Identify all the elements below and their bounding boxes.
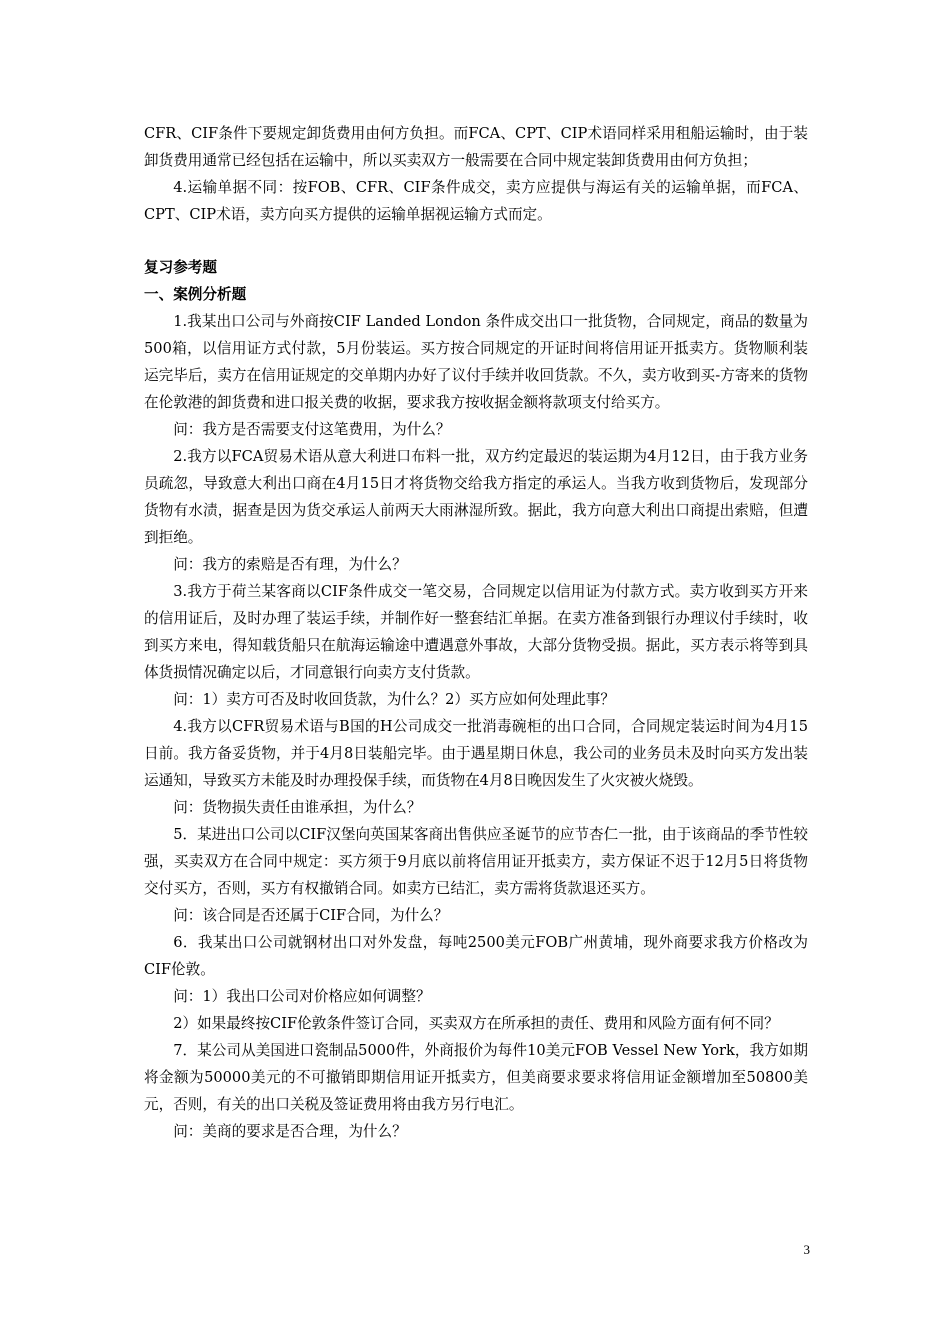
case-6-question: 问：1）我出口公司对价格应如何调整？ — [173, 988, 431, 1005]
case-2-question: 问：我方的索赔是否有理，为什么？ — [173, 556, 407, 573]
review-title: 复习参考题 — [144, 259, 217, 276]
case-3-text: 3.我方于荷兰某客商以CIF条件成交一笔交易，合同规定以信用证为付款方式。卖方收到买方开来的信用证后，及时办理了装运手续，并制作好一整套结汇单据。在卖方准备到银行办理议付手续时，收到买方来电，得知载货船只在航海运输途中遭遇意外事故，大部分货物受损。据此，买方表示将等到具体货损情况确定以后，才同意银行向卖方支付货款。 — [144, 583, 808, 681]
case-4-text: 4.我方以CFR贸易术语与B国的H公司成交一批消毒碗柜的出口合同，合同规定装运时间为4月15日前。我方备妥货物，并于4月8日装船完毕。由于遇星期日休息，我公司的业务员未及时向买方发出装运通知，导致买方未能及时办理投保手续，而货物在4月8日晚因发生了火灾被火烧毁。 — [144, 718, 808, 789]
intro-paragraph-continued: CFR、CIF条件下要规定卸货费用由何方负担。而FCA、CPT、CIP术语同样采用租船运输时，由于装卸货费用通常已经包括在运输中，所以买卖双方一般需要在合同中规定装卸货费用由何方负担； — [144, 125, 808, 169]
page-number: 3 — [803, 1242, 810, 1257]
case-5-question: 问：该合同是否还属于CIF合同，为什么？ — [173, 907, 449, 924]
case-2-text: 2.我方以FCA贸易术语从意大利进口布料一批，双方约定最迟的装运期为4月12日，由于我方业务员疏忽，导致意大利出口商在4月15日才将货物交给我方指定的承运人。当我方收到货物后，发现部分货物有水渍，据查是因为货交承运人前两天大雨淋湿所致。据此，我方向意大利出口商提出索赔，但遭到拒绝。 — [144, 448, 808, 546]
case-6-text: 6．我某出口公司就钢材出口对外发盘，每吨2500美元FOB广州黄埔，现外商要求我方价格改为CIF伦敦。 — [144, 934, 808, 978]
case-3-question: 问：1）卖方可否及时收回货款，为什么？2）买方应如何处理此事？ — [173, 691, 615, 708]
case-4-question: 问：货物损失责任由谁承担，为什么？ — [173, 799, 422, 816]
case-7-text: 7．某公司从美国进口瓷制品5000件，外商报价为每件10美元FOB Vessel New York，我方如期将金额为50000美元的不可撤销即期信用证开抵卖方，但美商要求要求将信用证金额增加至50800美元，否则，有关的出口关税及签证费用将由我方另行电汇。 — [144, 1042, 808, 1113]
intro-paragraph-transport-documents: 4.运输单据不同：按FOB、CFR、CIF条件成交，卖方应提供与海运有关的运输单据，而FCA、CPT、CIP术语，卖方向买方提供的运输单据视运输方式而定。 — [144, 179, 808, 223]
section-gap — [144, 228, 808, 254]
case-7-question: 问：美商的要求是否合理，为什么？ — [173, 1123, 407, 1140]
case-5-text: 5．某进出口公司以CIF汉堡向英国某客商出售供应圣诞节的应节杏仁一批，由于该商品的季节性较强，买卖双方在合同中规定：买方须于9月底以前将信用证开抵卖方，卖方保证不迟于12月5日将货物交付买方，否则，买方有权撤销合同。如卖方已结汇，卖方需将货款退还买方。 — [144, 826, 808, 897]
page-content — [144, 120, 808, 1145]
section-title: 一、案例分析题 — [144, 286, 247, 303]
case-6-question-2: 2）如果最终按CIF伦敦条件签订合同，买卖双方在所承担的责任、费用和风险方面有何不同？ — [173, 1015, 779, 1032]
case-1-text: 1.我某出口公司与外商按CIF Landed London 条件成交出口一批货物，合同规定，商品的数量为500箱，以信用证方式付款，5月份装运。买方按合同规定的开证时间将信用证开抵卖方。货物顺利装运完毕后，卖方在信用证规定的交单期内办好了议付手续并收回货款。不久，卖方收到买-方寄来的货物在伦敦港的卸货费和进口报关费的收据，要求我方按收据金额将款项支付给买方。 — [144, 313, 808, 411]
case-1-question: 问：我方是否需要支付这笔费用，为什么？ — [173, 421, 451, 438]
